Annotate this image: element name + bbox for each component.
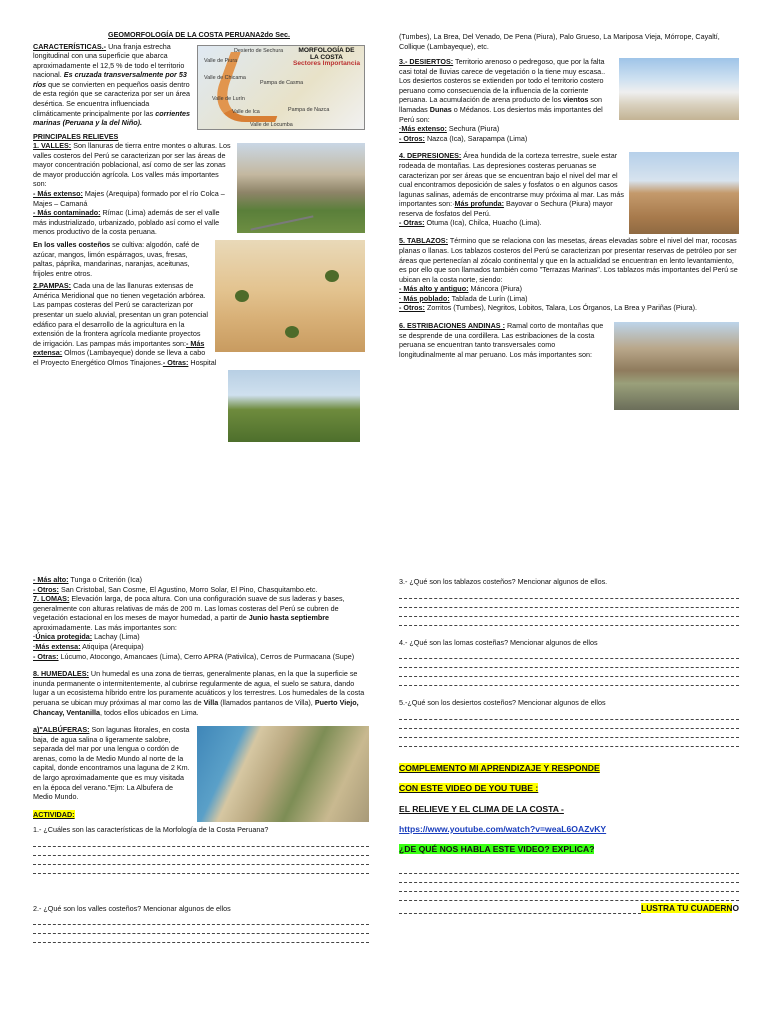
- answer-line[interactable]: [399, 738, 739, 747]
- column-right-bottom: [399, 575, 739, 1024]
- valley-photo: [237, 143, 365, 233]
- desiertos-text: Territorio arenoso o pedregoso, que por la falta casi total de lluvias carece de vegetación o la tiene muy escasa.. Los desiertos costeros se extienden por todo el territorio costero peruano como consecuencia de la influencia de la corriente peruana. La acumulación: [399, 57, 606, 105]
- estrib-alto: Tunga o Criterión (Ica): [68, 575, 143, 584]
- pampas-label: 2.PAMPAS:: [33, 281, 72, 291]
- humedales-text-2: (llamados pantanos de Villa),: [218, 697, 315, 707]
- answer-line[interactable]: [399, 865, 739, 874]
- albuferas-continuation: (Tumbes), La Brea, Del Venado, De Pena (Piura), Palo Grueso, La Mariposa Vieja, Mórrope, Cayaltí, Collique (Lambayeque), etc.: [399, 32, 720, 51]
- lustra-cuaderno: [641, 903, 739, 914]
- pampas-text: Cada una de las llanuras extensas de América Meridional que no tienen vegetación arbórea. Las pampas costeras del Perú se caracterizan por presentar un suelo aluvial, presentan un gran potencial edáfico para el desarrollo de: [33, 281, 209, 329]
- valles-contaminado: Rímac (Lima) además de ser el valle más industrializado, urbanizado, poblado así como el valle menos productivo de la costa peruana.: [33, 208, 220, 237]
- answer-line[interactable]: [399, 590, 739, 599]
- lomas-photo: [228, 370, 360, 442]
- relieves-heading: PRINCIPALES RELIEVES: [33, 131, 119, 141]
- answer-line[interactable]: [399, 659, 739, 668]
- desiertos-text-4: o Médanos. Los desiertos más importantes del Perú son:: [399, 105, 603, 124]
- lustra-end: O: [732, 902, 739, 913]
- desiertos-dunas: Dunas: [429, 105, 452, 115]
- estribaciones-text: Ramal corto de montañas que se desprende de una cordillera. Las estribaciones de la costa peruana se encuentran tanto transversales como longitudinalmente al mar peruano. Los más importantes son:: [399, 320, 604, 359]
- complemento-line-2: CON ESTE VIDEO DE YOU TUBE :: [399, 783, 539, 794]
- column-right-top: [399, 32, 739, 552]
- estrib-otros: San Cristobal, San Cosme, El Agustino, Morro Solar, El Pino, Chasquitambo.etc.: [58, 584, 318, 594]
- map-title-line-2: LA COSTA: [309, 53, 343, 61]
- estribaciones-continuation: [33, 575, 369, 661]
- caracteristicas-emphasis: Es cruzada transversalmente por 53 ríos: [33, 70, 187, 89]
- lomas-extensa-label: ·Más extensa:: [33, 642, 81, 652]
- question-2: 2.- ¿Qué son los valles costeños? Mencionar algunos de ellos: [33, 903, 231, 913]
- complemento-line-1-wrap: [399, 763, 739, 774]
- lomas-text: Elevación larga, de poca altura. Con una configuración suave de sus laderas y bases, generalmente con alturas relativas de más de 200 m. Las lomas costeras del Perú se cubren de vegetación estacional en los meses de mayor humedad, a partir de: [33, 594, 345, 623]
- tablazos-alto: Máncora (Piura): [468, 284, 523, 294]
- pampas-la: la: [125, 319, 132, 329]
- valles-cultivo-label: En los valles costeños: [33, 239, 111, 249]
- caracteristicas-currents: corrientes marinas (Peruana y la del Niño).: [33, 108, 191, 128]
- valles-contaminado-label: - Más contaminado:: [33, 208, 101, 218]
- map-label: Valle de Lurín: [212, 95, 245, 102]
- tablazos-text: Término que se relaciona con las mesetas, áreas elevadas sobre el nivel del mar, rocosas planas o llanas. Los tablazos costeros del Perú se caracterizan por presentar reservas de petróleo por ser áreas que pertenecían al zócalo continental y que en la actualidad se encuentran en lento levantamiento, es por ello que son llamados también como "Terrazas Marinas". Los tablazos más importantes del Perú se ubican en la costa norte, siendo:: [399, 236, 738, 284]
- depresiones-label: 4. DEPRESIONES:: [399, 151, 462, 161]
- desiertos-vientos: vientos: [563, 95, 589, 105]
- answer-line[interactable]: [399, 883, 739, 892]
- question-5: 5.-¿Qué son los desiertos costeños? Mencionar algunos de ellos: [399, 698, 606, 708]
- albuferas-text: Son lagunas litorales, en costa baja, de agua salina o ligeramente salobre, separada del mar por una lengua o cordón de arenas, como la de Medio Mundo al norte de la capital, donde encontramos una laguna de 2 Km. de largo aproximadamente que es muy visitada en la época del verano."Ejm: La Albufera de Medio Mundo.: [33, 725, 190, 802]
- valles-label: 1. VALLES:: [33, 141, 72, 151]
- valles-cultivo: se cultiva: algodón, café de azúcar, mangos, limón espárragos, uvas, fresas, paltas, páprika, mandarinas, naranjas, aceitunas, frijoles entre otros.: [33, 239, 200, 278]
- lomas-label: 7. LOMAS:: [33, 594, 70, 604]
- lomas-text-2: aproximadamente. Las más importantes son:: [33, 622, 177, 632]
- answer-line[interactable]: [399, 720, 739, 729]
- andes-photo: [614, 322, 739, 410]
- humedales-text: Un humedal es una zona de tierras, generalmente planas, en la que la superficie se inunda permanente o intermitentemente, al cubrirse regularmente de agua, el suelo se satura, dando lugar a un ecosistema híbrido entre los puramente acuáticos y los terrestres. Los humedales de la costa peruana se ubican muy próximas al mar como las de: [33, 669, 365, 707]
- lomas-otras-label: - Otras:: [33, 651, 59, 661]
- caracteristicas-text-2: que se convierten en pequeños oasis dentro de esta región que se caracteriza por ser un área desértica. Se encuentra influenciada climáticamente principalmente por las: [33, 79, 191, 118]
- pampa-photo: [215, 240, 365, 352]
- map-label: Valle de Chicama: [204, 74, 246, 81]
- complemento-line-3: EL RELIEVE Y EL CLIMA DE LA COSTA -: [399, 803, 564, 814]
- desiertos-extenso: Sechura (Piura): [446, 124, 500, 134]
- answer-line[interactable]: [399, 668, 739, 677]
- map-title: [293, 48, 360, 69]
- estrib-otros-label: - Otros:: [33, 584, 59, 594]
- map-title-line-1: MORFOLOGÍA DE: [298, 46, 355, 54]
- tablazos-otros-label: - Otros:: [399, 303, 425, 313]
- estrib-alto-label: - Más alto:: [33, 575, 69, 584]
- map-label: Pampa de Casma: [260, 79, 304, 86]
- map-label: Desierto de Sechura: [234, 47, 284, 54]
- desert-photo: [619, 58, 739, 120]
- lomas-otras: Lúcumo, Atocongo, Amancaes (Lima), Cerro APRA (Pativilca), Cerros de Purmacana (Supe): [58, 651, 355, 661]
- depression-photo: [629, 152, 739, 234]
- youtube-video-link[interactable]: https://www.youtube.com/watch?v=weaL6OAZvKY: [399, 824, 607, 834]
- complemento-line-1: COMPLEMENTO MI APRENDIZAJE Y RESPONDE: [399, 762, 600, 773]
- lomas-junio: Junio hasta septiembre: [248, 613, 330, 623]
- question-1: 1.- ¿Cuáles son las características de la Morfología de la Costa Peruana?: [33, 825, 269, 835]
- pampas-extensa-label: - Más extensa:: [33, 338, 205, 358]
- valles-extenso-label: - Más extenso:: [33, 189, 83, 199]
- desiertos-otros: Nazca (Ica), Sarapampa (Lima): [424, 133, 528, 143]
- lustra-row: [399, 903, 739, 914]
- caracteristicas-text: Una franja estrecha longitudinal con una superficie que abarca aproximadamente el 12,5 % de todo el territorio nacional.: [33, 41, 185, 80]
- valles-extenso: Majes (Arequipa) formado por el río Colca – Majes – Camaná: [33, 189, 225, 208]
- depresiones-profunda-label: Más profunda:: [454, 199, 505, 209]
- caracteristicas-label: CARACTERÍSTICAS.-: [33, 41, 107, 51]
- tablazos-label: 5. TABLAZOS:: [399, 236, 448, 246]
- map-label: Valle de Ica: [232, 108, 260, 115]
- answer-line[interactable]: [33, 916, 369, 925]
- answer-line[interactable]: [33, 865, 369, 874]
- desiertos-label: 3.- DESIERTOS:: [399, 57, 454, 67]
- tablazos-alto-label: - Más alto y antiguo:: [399, 284, 469, 294]
- desiertos-otros-label: - Otros:: [399, 133, 425, 143]
- answer-line[interactable]: [399, 892, 739, 901]
- depresiones-otras-label: - Otras:: [399, 218, 425, 228]
- lustra-highlight: LUSTRA TU CUADERN: [641, 902, 733, 913]
- tablazos-paragraph: [399, 236, 739, 313]
- desiertos-de: de: [481, 95, 490, 105]
- complemento-line-2-wrap: [399, 783, 739, 794]
- humedales-text-3: , todos ellos ubicados en Lima.: [99, 707, 199, 717]
- costa-morphology-map: [197, 45, 365, 130]
- humedales-villa: Villa: [203, 697, 219, 707]
- question-3: 3.- ¿Qué son los tablazos costeños? Mencionar algunos de ellos.: [399, 577, 608, 586]
- depresiones-otras: Otuma (Ica), Chilca, Huacho (Lima).: [424, 218, 542, 228]
- pampas-otras-label: - Otras:: [162, 357, 189, 367]
- tablazos-otros: Zorritos (Tumbes), Negritos, Lobitos, Talara, Los Órganos, La Brea y Pariñas (Piura).: [424, 303, 697, 313]
- document-title: GEOMORFOLOGÍA DE LA COSTA PERUANA2do Sec.: [108, 30, 290, 39]
- actividad-heading: ACTIVIDAD:: [33, 809, 75, 819]
- map-label: Valle de Locumba: [250, 121, 293, 128]
- river-line: [250, 216, 313, 231]
- humedales-paragraph: [33, 669, 369, 717]
- estribaciones-label: 6. ESTRIBACIONES ANDINAS :: [399, 320, 505, 330]
- humedales-puertos: Puerto Viejo, Chancay, Ventanilla: [33, 697, 359, 717]
- lomas-protegida: Lachay (Lima): [92, 632, 140, 642]
- map-label: Valle de Piura: [204, 57, 238, 64]
- albuferas-label: a)"ALBÚFERAS:: [33, 725, 90, 735]
- humedales-label: 8. HUMEDALES:: [33, 669, 89, 679]
- answer-line[interactable]: [399, 617, 739, 626]
- tree-shape: [285, 326, 299, 338]
- tablazos-poblado: Tablada de Lurín (Lima): [449, 293, 528, 303]
- video-link-wrap: [399, 824, 739, 835]
- depresiones-profunda: Bayovar o Sechura (Piura) mayor reserva de fosfatos del Perú.: [399, 199, 613, 218]
- pampas-otras: Hospital: [188, 357, 217, 367]
- tree-shape: [325, 270, 339, 282]
- tablazos-poblado-label: · Más poblado:: [399, 293, 450, 303]
- answer-line[interactable]: [399, 599, 739, 608]
- answer-line[interactable]: [399, 650, 739, 659]
- column-left-top: [33, 30, 365, 550]
- depresiones-text: Área hundida de la corteza terrestre, suele estar rodeada de montañas. Las depresiones costeras peruanas se caracterizan por ser áreas que se encuentran bajo el nivel del mar el cual encontramos deposición de sales y fosfatos o en algunos casos lagunas salinas, además de encontrarse muy próxima al mar. Las más importantes son:·: [399, 151, 624, 209]
- answer-line[interactable]: [399, 905, 641, 914]
- desiertos-text-3: son llamadas: [399, 95, 603, 115]
- answer-line[interactable]: [33, 856, 369, 865]
- map-title-line-3: Sectores Importancia: [292, 60, 360, 68]
- desiertos-text-2: arena producto de los: [489, 95, 564, 105]
- column-left-bottom: [33, 575, 369, 1024]
- video-question-wrap: [399, 844, 739, 855]
- question-4: 4.- ¿Qué son las lomas costeñas? Mencionar algunos de ellos: [399, 637, 598, 647]
- tree-shape: [235, 290, 249, 302]
- answer-line[interactable]: [33, 934, 369, 943]
- pampas-text-2: agricultura en la extensión de la frontera agrícola mediante proyectos de irrigación. Las pampas más importantes son:: [33, 319, 201, 348]
- desiertos-extenso-label: ·Más extenso:: [399, 124, 447, 134]
- answer-line[interactable]: [399, 608, 739, 617]
- map-label: Pampa de Nazca: [288, 106, 330, 113]
- answer-line[interactable]: [399, 874, 739, 883]
- answer-line[interactable]: [399, 677, 739, 686]
- answer-line[interactable]: [33, 925, 369, 934]
- lomas-extensa: Atiquipa (Arequipa): [80, 642, 144, 652]
- answer-line[interactable]: [33, 838, 369, 847]
- albufera-photo: [197, 726, 369, 822]
- answer-line[interactable]: [33, 847, 369, 856]
- video-question: ¿DE QUÉ NOS HABLA ESTE VIDEO? EXPLICA?: [399, 844, 595, 855]
- answer-line[interactable]: [399, 711, 739, 720]
- answer-line[interactable]: [399, 729, 739, 738]
- lomas-protegida-label: ·Única protegida:: [33, 632, 93, 642]
- valles-text: Son llanuras de tierra entre montes o alturas. Los valles costeros del Perú se caracterizan por ser las áreas de mayor concentración poblacional, así como de ser las zonas de mayor producción agrícola. Los valles más importantes son:: [33, 141, 231, 189]
- pampas-extensa: Olmos (Lambayeque) donde se lleva a cabo el Proyecto Energético Olmos Tinajones.: [33, 348, 206, 367]
